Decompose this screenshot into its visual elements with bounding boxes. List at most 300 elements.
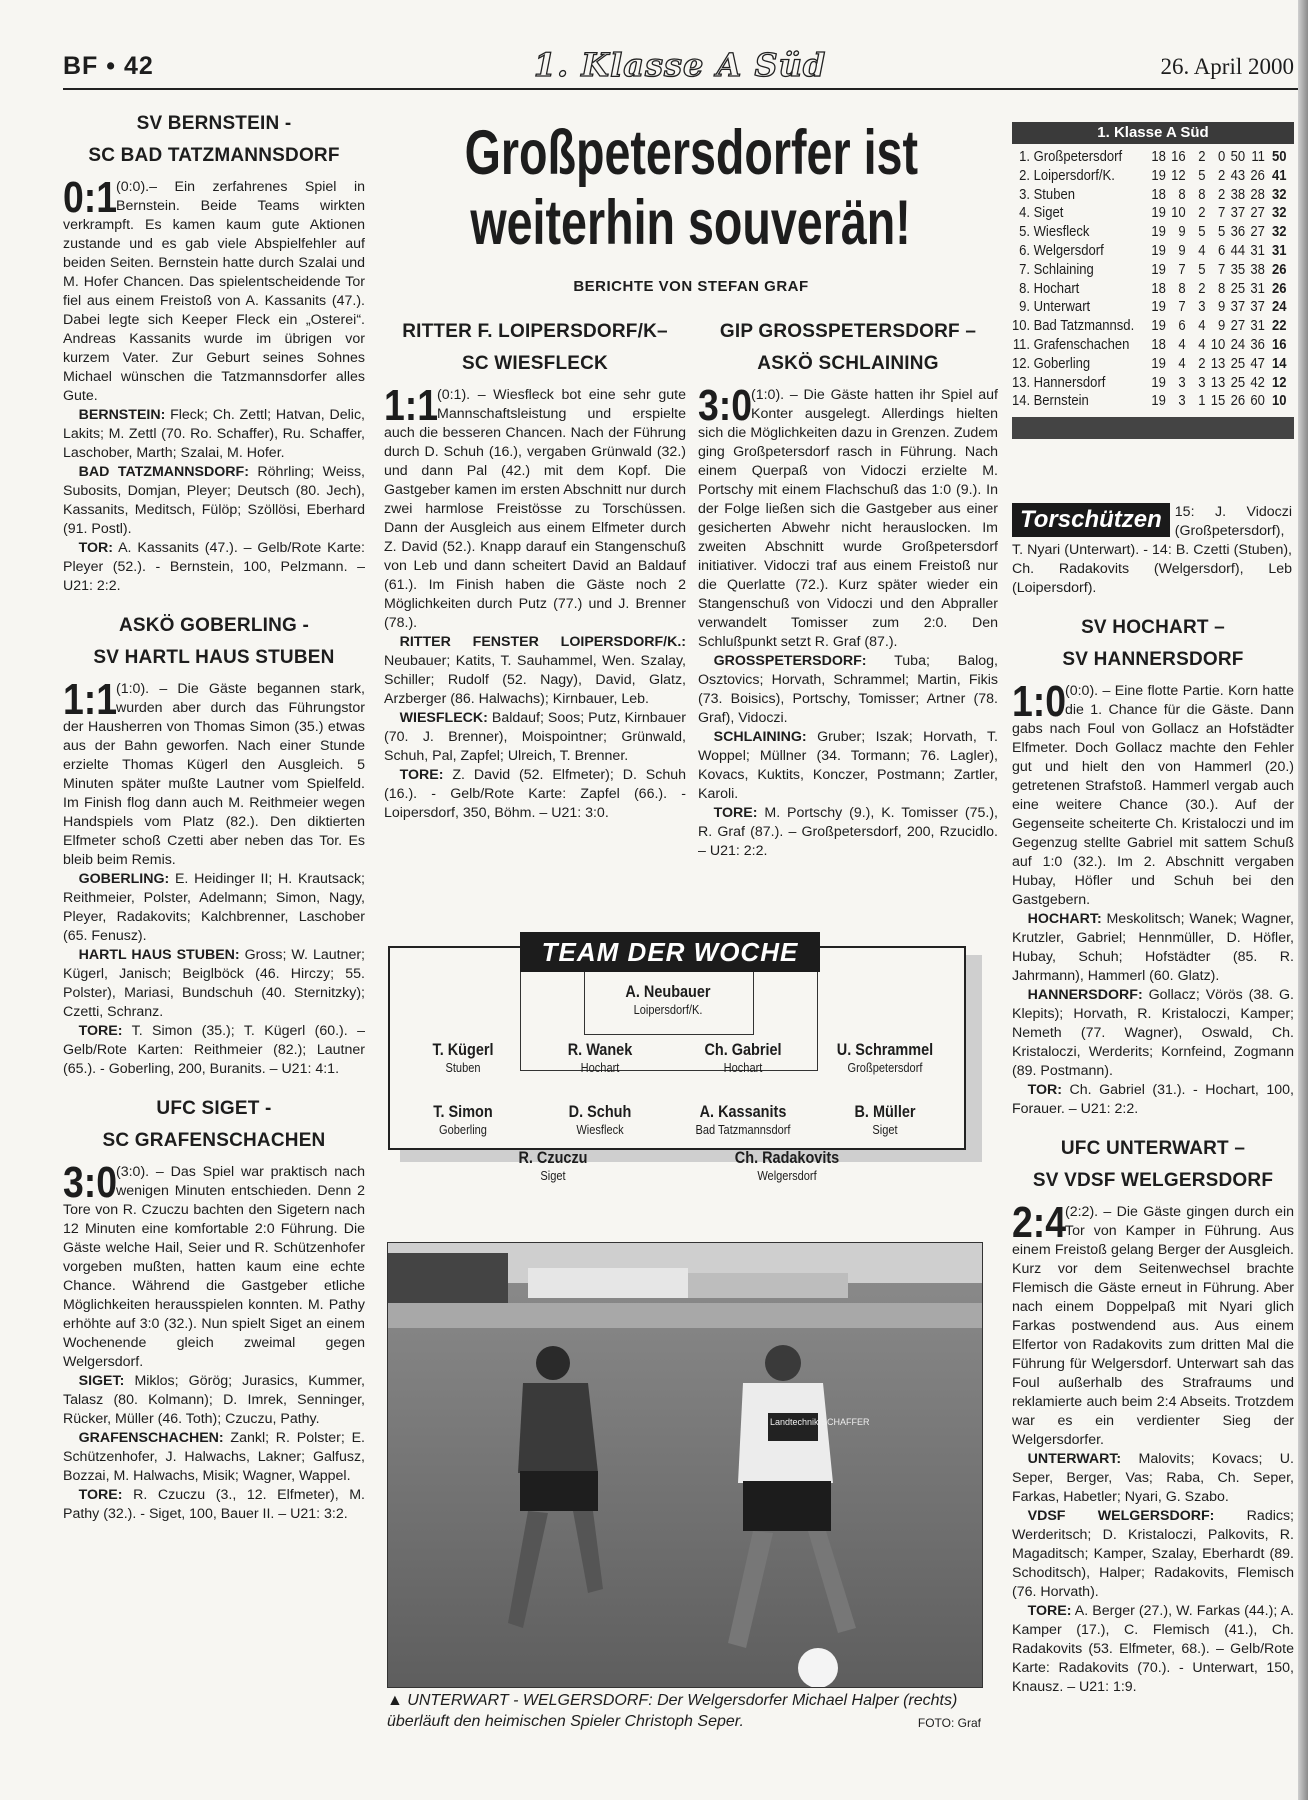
team-of-week-player [668,1102,818,1137]
lineup-paragraph [63,539,365,596]
standings-cell: 25 [1230,355,1246,372]
standings-cell: 43 [1230,167,1246,184]
standings-cell: 50 [1230,149,1246,165]
match-title: SV VDSF WELGERSDORF [1032,1170,1274,1191]
lineup-paragraph [63,1486,365,1524]
player-name: R. Czuczu [518,1148,588,1167]
lineup-text: Miklos; Görög; Jurasics, Kummer, Talasz (80. Kolmann); D. Imrek, Senninger, Rücker, Müller (46. Toth); Czuczu, Pathy. [63,1373,365,1427]
match-report [63,610,365,1079]
lineup-paragraph [63,1022,365,1079]
standings-cell: 8 [1198,186,1206,203]
standings-cell: Schlaining [1033,261,1094,278]
player-name: D. Schuh [568,1102,632,1121]
standings-table [1012,122,1294,439]
lineup-label: BAD TATZMANNSDORF: [78,464,249,480]
standings-cell: 26 [1250,167,1265,184]
team-of-week-player [525,1102,675,1137]
standings-cell: 19 [1151,355,1166,372]
standings-cell: 9. [1019,299,1030,316]
match-title: SV HOCHART – [1081,617,1225,638]
standings-cell: 8 [1178,186,1186,203]
player-club: Siget [540,1168,566,1183]
player-club: Loipersdorf/K. [633,1002,703,1017]
standings-cell: 31 [1250,280,1265,297]
lineup-text: T. Simon (35.); T. Kügerl (60.). – Gelb/Rote Karten: Reithmeier (82.); Lautner (65.). - Goberling, 200, Buranits. – U21: 4:1. [63,1023,365,1077]
lineup-label: SIGET: [78,1373,125,1389]
match-photo-image [388,1243,982,1687]
standings-cell: 11. [1012,336,1030,353]
standings-cell: 25 [1230,280,1246,297]
standings-cell: 2 [1198,355,1206,372]
standings-cell: 18 [1151,280,1166,297]
standings-cell: 18 [1151,186,1166,203]
match-score: 2:4 [1012,1198,1067,1247]
match-title: UFC UNTERWART – [1060,1138,1246,1159]
match-title: SC BAD TATZMANNSDORF [88,145,340,166]
standings-cell: 28 [1250,186,1265,203]
standings-cell: 2 [1198,280,1206,297]
lineup-text: Malovits; Kovacs; U. Seper, Berger, Vas; Raba, Ch. Seper, Farkas, Habetler; Nyari, G. Szabo. [1012,1451,1294,1505]
lineup-paragraph [1012,1602,1294,1697]
standings-row [1012,148,1291,167]
standings-cell: 42 [1250,374,1265,391]
lineup-paragraph [63,1429,365,1486]
standings-cell: 60 [1250,393,1265,410]
standings-row [1012,317,1291,336]
standings-cell: Welgersdorf [1033,242,1104,259]
player-name: Ch. Gabriel [704,1040,782,1059]
report-body: (3:0). – Das Spiel war praktisch nach wenigen Minuten entschieden. Denn 2 Tore von R. Czuczu bachten den Sigetern nach 12 Minuten eine komfortable 2:0 Führung. Die Gäste welche Hail, Seier und R. Schützenhofer vorgeben mußten, hatten kaum eine echte Chance. Während die Gastgeber etliche Möglichkeiten herausspielen konnten. M. Pathy erhöhte auf 3:0 (32.). Nun spielt Siget an einem Wochenende gleich zweimal gegen Welgersdorf. [63,1164,365,1370]
lineup-paragraph [384,633,686,709]
standings-row [1012,280,1291,299]
standings-cell: 16 [1271,336,1287,353]
standings-footer-bar [1012,417,1294,439]
standings-cell: 3 [1178,374,1186,391]
standings-cell: Loipersdorf/K. [1033,167,1115,184]
standings-cell: 15 [1210,393,1226,410]
standings-cell: 27 [1250,224,1265,241]
match-report-text [384,381,686,633]
lineup-paragraph [63,1372,365,1429]
standings-cell: 27 [1230,318,1246,335]
standings-cell: 0 [1218,149,1226,165]
match-report [63,108,365,596]
standings-row [1012,336,1291,355]
headline-line: weiterhin souverän! [470,188,912,258]
column-right [1012,612,1294,1800]
standings-cell: 24 [1230,336,1246,353]
standings-row [1012,242,1291,261]
standings-cell: 3 [1178,393,1186,410]
match-report-text [63,173,365,406]
report-body: (1:0). – Die Gäste begannen stark, wurden aber durch das Führungstor der Hausherren von Thomas Simon (35.) etwas aus der Bahn geworfen. Nach einer Stunde erzielte Thomas Kügerl den Ausgleich. 5 Minuten später mußte Lautner vom Spielfeld. Im Finish flog dann auch M. Reithmeier wegen Handspiels vom Platz (82.). Den diktierten Elfmeter schoß Czetti aber neben das Tor. Es bleib beim Remis. [63,681,365,868]
standings-cell: 26 [1271,280,1287,297]
standings-cell: Wiesfleck [1033,224,1090,241]
match-score: 3:0 [698,381,753,430]
match-title: ASKÖ GOBERLING - [118,615,310,636]
standings-row [1012,374,1291,393]
standings-cell: 13 [1210,374,1226,391]
standings-cell: 5. [1019,224,1030,241]
standings-cell: 41 [1271,167,1287,184]
team-of-week-player [668,1040,818,1075]
lineup-paragraph [1012,910,1294,986]
standings-row [1012,355,1291,374]
player-club: Hochart [580,1060,620,1075]
lineup-label: HOCHART: [1027,911,1102,927]
lineup-label: GOBERLING: [78,871,170,887]
standings-cell: 12 [1171,167,1186,184]
lineup-label: WIESFLECK: [399,710,488,726]
standings-cell: Hochart [1033,280,1080,297]
lineup-label: TOR: [78,540,114,556]
standings-cell: Großpetersdorf [1033,149,1123,165]
player-name: Ch. Radakovits [734,1148,840,1167]
standings-cell: 4 [1178,336,1186,353]
standings-cell: 19 [1151,299,1166,316]
match-score: 1:1 [63,675,118,724]
standings-cell: 1 [1198,393,1206,410]
report-body: (1:0). – Die Gäste hatten ihr Spiel auf Konter ausgelegt. Allerdings hielten sich die Möglichkeiten dazu in Grenzen. Zudem ging Großpetersdorf rasch in Führung. Nach einem Querpaß von Vidoczi erzielte M. Portschy mit einem Flachschuß das 1:0 (9.). In der Folge ließen sich die Gastgeber aus einer gesicherten Abwehr nicht herauslocken. Im zweiten Abschnitt wurde Großpetersdorf initiativer. Vidoczi traf aus einem Freistoß nur die Querlatte (72.). Kurz später wieder ein Stangenschuß von Vidoczi und den Abpraller verwandelt Tomisser zum 2:0. Den Schlußpunkt setzt R. Graf (87.). [698,387,998,650]
lineup-label: RITTER FENSTER LOIPERSDORF/K.: [399,634,686,650]
standings-cell: 32 [1271,224,1287,241]
match-report [1012,612,1294,1119]
standings-row [1012,392,1291,411]
standings-cell: 7. [1019,261,1030,278]
standings-cell: 19 [1151,393,1166,410]
lineup-label: BERNSTEIN: [78,407,166,423]
team-of-week-player [593,982,743,1017]
standings-cell: 6 [1178,318,1186,335]
lineup-label: HANNERSDORF: [1027,987,1143,1003]
match-report [384,316,686,823]
lineup-paragraph [63,406,365,463]
player-club: Großpetersdorf [847,1060,923,1075]
lineup-text: Gruber; Iszak; Horvath, T. Woppel; Müllner (34. Tormann; 76. Lagler), Kovacs, Kuktits, Konczer, Postmann; Zartler, Karoli. [698,729,998,802]
standings-row [1012,261,1291,280]
lineup-text: Baldauf; Soos; Putz, Kirnbauer (70. J. Brenner), Moispointner; Grünwald, Schuh, Pal, Zapfel; Ulreich, T. Brenner. [384,710,686,764]
column-middle-right [698,316,998,936]
standings-cell: 19 [1151,261,1166,278]
player-name: B. Müller [854,1102,916,1121]
standings-row [1012,167,1291,186]
lineup-text: Meskolitsch; Wanek; Wagner, Krutzler, Gabriel; Hennmüller, D. Höfler, Hubay, Schuh; Hofstädter (85. R. Jahrmann), Hammerl (60. Glatz). [1012,911,1294,984]
player-club: Goberling [439,1122,487,1137]
standings-cell: 32 [1271,205,1287,222]
team-of-week-player [388,1102,538,1137]
lineup-paragraph [1012,1507,1294,1602]
lineup-text: A. Kassanits (47.). – Gelb/Rote Karte: Pleyer (52.). - Bernstein, 100, Pelzmann. – U21: 2:2. [63,540,365,594]
player-club: Stuben [445,1060,481,1075]
standings-cell: 10 [1210,336,1226,353]
standings-cell: 31 [1250,242,1265,259]
lineup-paragraph [1012,1081,1294,1119]
standings-cell: 37 [1250,299,1265,316]
lineup-text: Zankl; R. Polster; E. Schützenhofer, J. Halwachs, Lakner; Galfusz, Bozzai, M. Halwachs, Misik; Wagner, Wappel. [63,1430,365,1484]
match-score: 3:0 [63,1158,118,1207]
standings-cell: 10. [1012,318,1031,335]
standings-cell: Bernstein [1033,393,1089,410]
match-title: SV HARTL HAUS STUBEN [93,647,335,668]
player-club: Hochart [723,1060,763,1075]
standings-title: 1. Klasse A Süd [1012,122,1294,144]
lineup-label: TOR: [1027,1082,1063,1098]
top-scorers [1012,503,1292,598]
page-section-number: BF • 42 [63,52,154,80]
standings-cell: 37 [1230,299,1246,316]
lineup-label: TORE: [713,805,758,821]
match-score: 1:0 [1012,677,1067,726]
player-club: Welgersdorf [757,1168,817,1183]
match-title: GIP GROSSPETERSDORF – [719,321,977,342]
standings-cell: 35 [1230,261,1246,278]
standings-cell: 6. [1019,242,1030,259]
lineup-paragraph [1012,1450,1294,1507]
standings-row [1012,298,1291,317]
standings-cell: 11 [1251,149,1265,165]
lineup-text: Neubauer; Katits, T. Sauhammel, Wen. Szalay, Schiller; Rudolf (52. Nagy), David, Glatz, Arzberger (86. Halwachs); Kirnbauer, Leb. [384,653,686,707]
standings-cell: 4 [1178,355,1186,372]
standings-cell: 25 [1230,374,1246,391]
player-name: A. Neubauer [625,982,711,1001]
team-of-week-player [712,1148,862,1183]
lineup-text: Radics; Werderitsch; D. Kristaloczi, Palkovits, R. Magaditsch; Kamper, Szalay, Eberhardt (89. Schoditsch), Halper; Radakovits, Flemisch (76. Horvath). [1012,1508,1294,1600]
match-photo [387,1242,983,1688]
lineup-paragraph [1012,986,1294,1081]
lineup-text: R. Czuczu (3., 12. Elfmeter), M. Pathy (32.). - Siget, 100, Bauer II. – U21: 3:2. [63,1487,365,1522]
lineup-text: Fleck; Ch. Zettl; Hatvan, Delic, Lakits; M. Zettl (70. Ro. Schaffer), Ru. Schaffer, Laschober, Marth; Szalai, M. Hofer. [63,407,365,461]
match-report [1012,1133,1294,1697]
lineup-label: SCHLAINING: [713,729,807,745]
standings-cell: 8 [1178,280,1186,297]
match-title: ASKÖ SCHLAINING [757,353,939,374]
match-report-text [1012,677,1294,910]
match-title: SC GRAFENSCHACHEN [102,1130,326,1151]
team-of-week-player [525,1040,675,1075]
standings-cell: 3 [1198,299,1206,316]
lineup-label: TORE: [78,1023,123,1039]
standings-cell: 18 [1151,336,1166,353]
standings-cell: 2 [1218,186,1226,203]
column-middle-left [384,316,686,936]
lineup-text: Gollacz; Vörös (38. G. Klepits); Horvath, R. Kristaloczi, Kamper; Nemeth (77. Wagner), Oswald, Ch. Kristaloczi, Werderits; Kornfeind, Zogmann (89. Postmann). [1012,987,1294,1079]
standings-cell: 36 [1250,336,1265,353]
standings-cell: 9 [1178,224,1186,241]
standings-cell: 26 [1230,393,1246,410]
header-rule [63,88,1298,90]
standings-cell: 16 [1171,149,1186,165]
standings-cell: 8. [1019,280,1030,297]
standings-cell: 38 [1250,261,1265,278]
standings-cell: 4 [1198,318,1206,335]
lineup-text: Gross; W. Lautner; Kügerl, Janisch; Beiglböck (46. Hirczy; 55. Polster), Mariasi, Bundschuh (40. Sternitzky); Czetti, Schranz. [63,947,365,1020]
team-of-week-player [388,1040,538,1075]
report-body: (0:0).– Ein zerfahrenes Spiel in Bernstein. Beide Teams wirkten verkrampft. Es kamen kaum gute Aktionen zustande und es gab viele Abspielfehler auf beiden Seiten. Bernstein hatte durch Szalai und M. Hofer Chancen. Das spielentscheidende Tor fiel aus einem Freistoß von A. Kassanits (47.). Dabei legte sich Keeper Fleck ein „Osterei“. Andreas Kassanits wurde im übrigen vor kurzem Vater. Zur Geburt seines Sohnes Michael wünschen die Tatzmannsdorfer alles Gute. [63,179,365,404]
standings-cell: 2 [1198,149,1206,165]
standings-cell: 44 [1230,242,1246,259]
standings-cell: Bad Tatzmannsd. [1033,318,1135,335]
standings-cell: 3 [1198,374,1206,391]
match-report-text [63,1158,365,1372]
standings-cell: 18 [1151,149,1166,165]
lineup-label: TORE: [1027,1603,1072,1619]
lineup-paragraph [63,870,365,946]
standings-cell: 5 [1198,261,1206,278]
standings-cell: 14 [1271,355,1287,372]
standings-cell: 7 [1178,261,1186,278]
standings-row [1012,204,1291,223]
player-name: A. Kassanits [699,1102,787,1121]
standings-cell: 5 [1198,224,1206,241]
lineup-text: A. Berger (27.), W. Farkas (44.); A. Kamper (17.), C. Flemisch (41.), Ch. Radakovits (53. Elfmeter, 68.). – Gelb/Rote Karte: Radakovits (70.). - Unterwart, 150, Knausz. – U21: 1:9. [1012,1603,1294,1695]
top-scorers-text: 15: J. Vidoczi (Großpetersdorf), T. Nyari (Unterwart). - 14: B. Czetti (Stuben), Ch. Radakovits (Welgersdorf), Leb (Loipersdorf). [1012,504,1292,596]
standings-cell: 3. [1019,186,1030,203]
player-club: Bad Tatzmannsdorf [695,1122,791,1137]
standings-cell: 5 [1198,167,1206,184]
photo-caption-text: ▲ UNTERWART - WELGERSDORF: Der Welgersdorfer Michael Halper (rechts) überläuft den heimischen Spieler Christoph Seper. [387,1692,958,1730]
standings-cell: 7 [1218,205,1226,222]
standings-cell: Grafenschachen [1033,336,1130,353]
standings-cell: Hannersdorf [1033,374,1106,391]
lineup-text: Röhrling; Weiss, Subosits, Domjan, Pleyer; Deutsch (80. Jech), Kassanits, Meditsch, Fülöp; Szöllösi, Eberhard (91. Postl). [63,464,365,537]
page-edge [1298,0,1308,1800]
standings-cell: 27 [1250,205,1265,222]
standings-cell: 7 [1178,299,1186,316]
standings-cell: 1. [1019,149,1030,165]
match-score: 0:1 [63,173,118,222]
standings-cell: 38 [1230,186,1246,203]
standings-cell: 9 [1218,299,1226,316]
lineup-text: Tuba; Balog, Osztovics; Horvath, Schrammel; Martin, Fikis (73. Boisics), Portschy, Tomisser; Artner (78. Graf), Vidoczi. [698,653,998,726]
standings-cell: 13. [1012,374,1031,391]
photo-caption [387,1690,981,1734]
report-body: (0:0). – Eine flotte Partie. Korn hatte die 1. Chance für die Gäste. Dann gabs nach Foul von Gollacz an Hofstädter Elfmeter. Doch Gollacz machte den Fehler gut und hielt den von Hammerl (20.) getretenen Strafstoß. Hammerl vergab auch eine weitere Chance (30.). Auf der Gegenseite scheiterte Ch. Kristaloczi und im Gegenzug stellte Gabriel mit sattem Schuß auf 1:0 (32.). Im 2. Abschnitt vergaben Hubay, Höfler und Schuh bei den Gastgebern. [1012,683,1294,908]
lineup-label: GRAFENSCHACHEN: [78,1430,224,1446]
standings-cell: 47 [1250,355,1265,372]
standings-cell: 10 [1271,393,1287,410]
standings-cell: 12 [1271,374,1287,391]
standings-row [1012,223,1291,242]
match-report-text [1012,1198,1294,1450]
lineup-paragraph [63,946,365,1022]
standings-cell: 32 [1271,186,1287,203]
lineup-label: GROSSPETERSDORF: [713,653,867,669]
standings-cell: 36 [1230,224,1246,241]
standings-cell: 26 [1271,261,1287,278]
match-report-text [698,381,998,652]
page-date: 26. April 2000 [1160,54,1294,79]
match-title: SV BERNSTEIN - [136,113,292,134]
lineup-label: TORE: [78,1487,123,1503]
standings-cell: 8 [1218,280,1226,297]
top-scorers-title: Torschützen [1012,503,1170,537]
standings-cell: 2 [1218,167,1226,184]
column-left [63,108,365,1798]
match-title: UFC SIGET - [156,1098,272,1119]
standings-cell: 9 [1178,242,1186,259]
player-name: U. Schrammel [836,1040,934,1059]
standings-row [1012,186,1291,205]
match-score: 1:1 [384,381,439,430]
standings-cell: 19 [1151,224,1166,241]
lineup-paragraph [384,709,686,766]
lineup-paragraph [384,766,686,823]
lineup-text: Z. David (52. Elfmeter); D. Schuh (16.). - Gelb/Rote Karte: Zapfel (66.). - Loipersdorf, 350, Böhm. – U21: 3:0. [384,767,686,821]
lineup-label: UNTERWART: [1027,1451,1122,1467]
standings-cell: 2. [1019,167,1030,184]
report-body: (0:1). – Wiesfleck bot eine sehr gute Mannschaftsleistung und erspielte auch die besseren Chancen. Nach der Führung durch D. Schuh (16.), vergaben Grünwald (32.) und dann Pal (42.) mit dem Kopf. Die Gastgeber kamen im ersten Abschnitt nur durch zwei harmlose Freistösse zu Torschüssen. Dann der Ausgleich aus einem Elfmeter durch Z. David (52.). Knapp darauf ein Stangenschuß von Leb und dann scheitert David an Baldauf (61.). Im Finish haben die Gäste noch 2 Möglichkeiten durch Putz (77.) und J. Brenner (78.). [384,387,686,631]
lineup-paragraph [698,804,998,861]
lineup-label: VDSF WELGERSDORF: [1027,1508,1215,1524]
standings-cell: 5 [1218,224,1226,241]
standings-cell: 19 [1151,167,1166,184]
team-of-week-player [810,1102,960,1137]
standings-cell: 31 [1271,242,1287,259]
standings-cell: 22 [1271,318,1287,335]
standings-cell: 19 [1151,374,1166,391]
lineup-paragraph [698,652,998,728]
standings-cell: 7 [1218,261,1226,278]
match-title: SC WIESFLECK [462,353,608,374]
standings-cell: 14. [1012,393,1031,410]
match-title: SV HANNERSDORF [1062,649,1244,670]
match-report [63,1093,365,1524]
player-name: T. Kügerl [432,1040,494,1059]
player-club: Siget [872,1122,898,1137]
football [798,1648,838,1687]
photo-credit: FOTO: Graf [917,1716,981,1730]
lineup-text: M. Portschy (9.), K. Tomisser (75.), R. Graf (87.). – Großpetersdorf, 200, Rzucidlo. – U21: 2:2. [698,805,998,859]
lineup-label: TORE: [399,767,444,783]
player-name: T. Simon [433,1102,493,1121]
standings-cell: 19 [1151,242,1166,259]
standings-cell: 13 [1210,355,1226,372]
match-report [698,316,998,861]
standings-cell: 12. [1012,355,1031,372]
match-report-text [63,675,365,870]
standings-cell: Unterwart [1033,299,1091,316]
jersey-sponsor-text: Landtechnik SCHAFFER [770,1417,870,1427]
standings-cell: 10 [1171,205,1186,222]
standings-cell: 6 [1218,242,1226,259]
lineup-label: HARTL HAUS STUBEN: [78,947,240,963]
standings-cell: Goberling [1033,355,1091,372]
page-section-title: 1. Klasse A Süd [533,46,827,84]
standings-cell: 4 [1198,336,1206,353]
standings-cell: 2 [1198,205,1206,222]
standings-cell: Siget [1033,205,1064,222]
player-name: R. Wanek [567,1040,633,1059]
standings-cell: 50 [1271,149,1287,165]
headline [384,118,998,258]
match-title: RITTER F. LOIPERSDORF/K– [402,321,668,342]
standings-cell: 9 [1218,318,1226,335]
lineup-text: E. Heidinger II; H. Krautsack; Reithmeier, Polster, Adelmann; Simon, Nagy, Pleyer, Radakovits; Kalchbrenner, Laschober (65. Fenusz). [63,871,365,944]
standings-cell: Stuben [1033,186,1075,203]
lineup-paragraph [63,463,365,539]
byline: BERICHTE VON STEFAN GRAF [573,278,809,295]
player-club: Wiesfleck [576,1122,624,1137]
standings-cell: 19 [1151,205,1166,222]
standings-cell: 4. [1019,205,1030,222]
team-of-week-player [478,1148,628,1183]
lineup-paragraph [698,728,998,804]
team-of-week-player [810,1040,960,1075]
standings-cell: 19 [1151,318,1166,335]
standings-cell: 31 [1250,318,1265,335]
team-of-week-title: TEAM DER WOCHE [520,932,820,972]
standings-cell: 24 [1271,299,1287,316]
